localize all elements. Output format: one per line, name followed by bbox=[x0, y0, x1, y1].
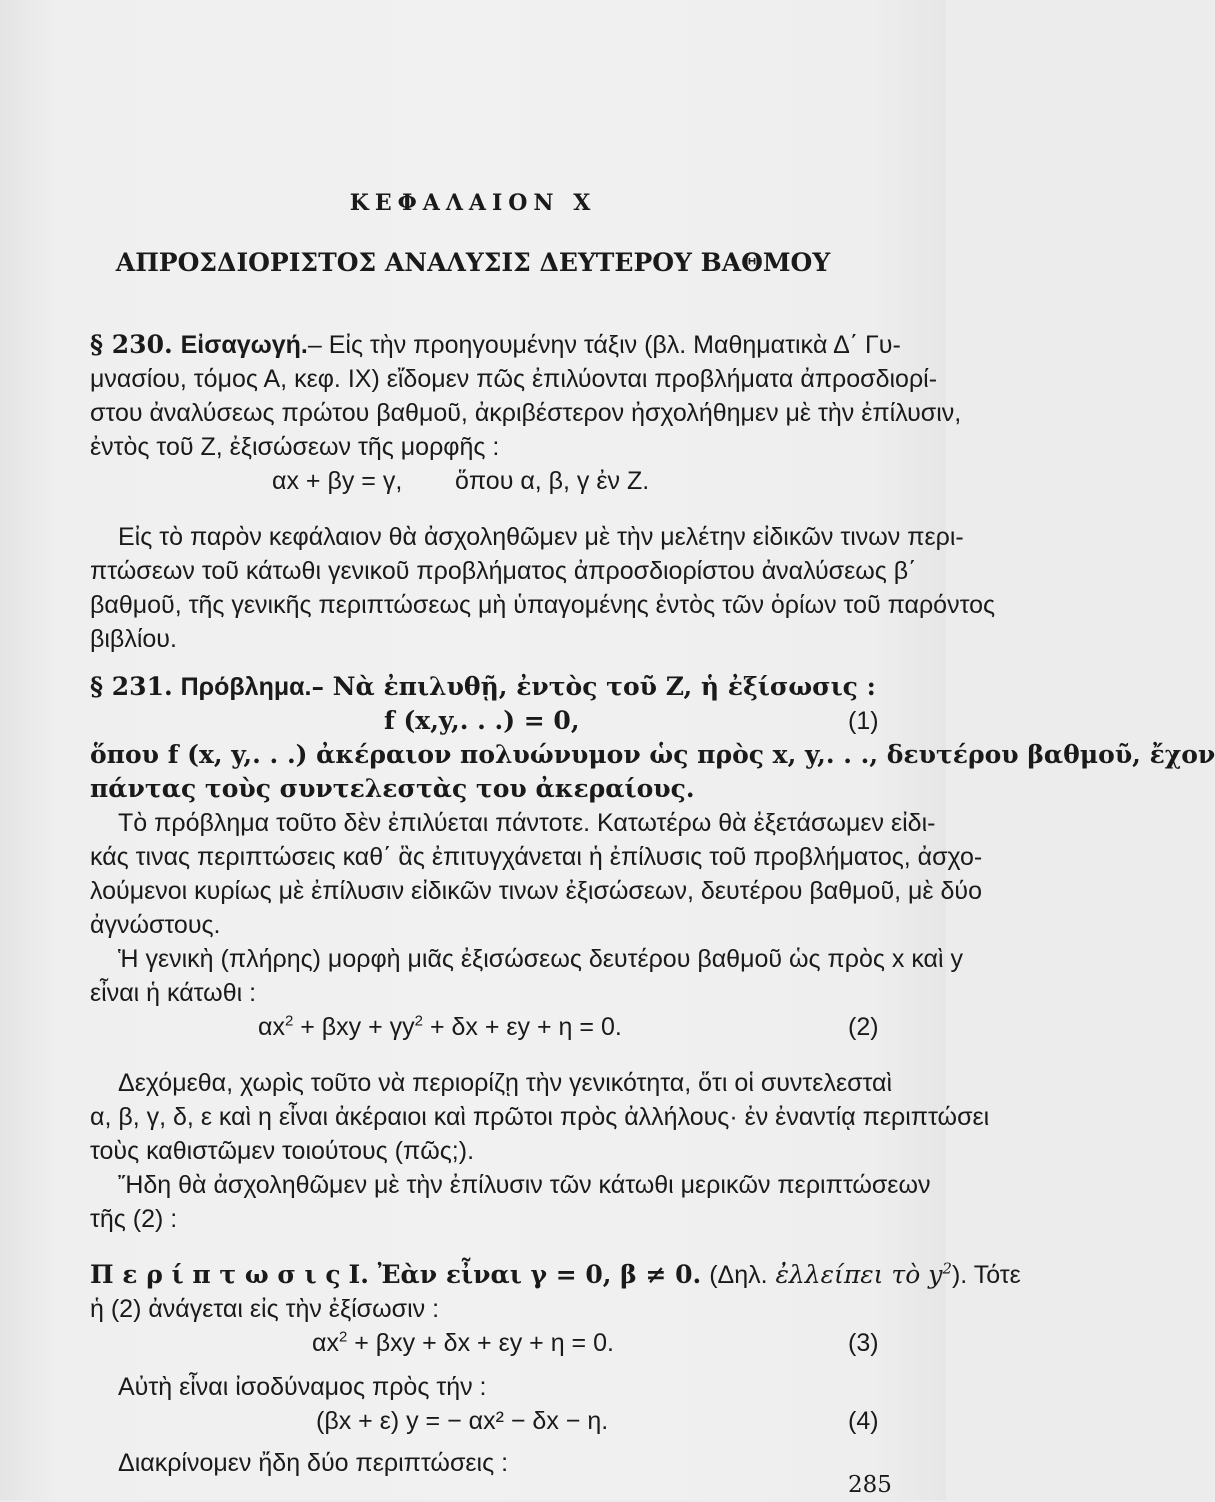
section-230-para-line-2: πτώσεων τοῦ κάτωθι γενικοῦ προβλήματος ἀπροσδιορίστου ἀναλύσεως β΄ bbox=[90, 557, 917, 585]
bleed-through-text bbox=[140, 80, 920, 114]
section-231-line-1 bbox=[90, 670, 876, 704]
case-note-close: ). Τότε bbox=[951, 1261, 1021, 1289]
section-231-number: § 231. bbox=[90, 672, 173, 701]
section-230-para-line-1: Εἰς τὸ παρὸν κεφάλαιον θὰ ἀσχοληθῶμεν μὲ τὴν μελέτην εἰδικῶν τινων περι- bbox=[118, 523, 964, 551]
para-2-line-1: Ἡ γενικὴ (πλήρης) μορφὴ μιᾶς ἐξισώσεως δευτέρου βαθμοῦ ὡς πρὸς x καὶ y bbox=[118, 945, 963, 973]
case-1-line-1: Π ε ρ ί π τ ω σ ι ς Ι. Ἐὰν εἶναι γ = 0, β ≠ 0. (Δηλ. ἐλλείπει τὸ $y^2$). Τότε bbox=[90, 1259, 1021, 1289]
equation-2: $\alpha x^2 + \beta xy + \gamma y^2 + \delta x + \varepsilon y + \eta = 0$. bbox=[258, 1012, 622, 1041]
section-230-para-line-3: βαθμοῦ, τῆς γενικῆς περιπτώσεως μὴ ὑπαγομένης ἐντὸς τῶν ὁρίων τοῦ παρόντος bbox=[90, 591, 996, 619]
section-230-line-2: μνασίου, τόμος Α, κεφ. IX) εἴδομεν πῶς ἐπιλύονται προβλήματα ἀπροσδιορί- bbox=[90, 365, 938, 393]
para-1-line-2: κάς τινας περιπτώσεις καθ΄ ἃς ἐπιτυγχάνεται ἡ ἐπίλυσις τοῦ προβλήματος, ἀσχο- bbox=[90, 843, 983, 871]
section-230-line-4: ἐντὸς τοῦ Z, ἐξισώσεων τῆς μορφῆς : bbox=[90, 433, 500, 461]
equation-4-number: (4) bbox=[848, 1407, 879, 1435]
section-230-number: § 230. bbox=[90, 330, 173, 359]
page-number: 285 bbox=[848, 1472, 892, 1498]
para-3-line-2: α, β, γ, δ, ε καὶ η εἶναι ἀκέραιοι καὶ πρῶτοι πρὸς ἀλλήλους· ἐν ἐναντίᾳ περιπτώσει bbox=[90, 1103, 990, 1131]
para-5: Αὐτὴ εἶναι ἰσοδύναμος πρὸς τήν : bbox=[118, 1373, 487, 1401]
para-2-line-2: εἶναι ἡ κάτωθι : bbox=[90, 979, 257, 1007]
case-note-italic: ἐλλείπει τὸ bbox=[775, 1260, 921, 1289]
case-label: Π ε ρ ί π τ ω σ ι ς bbox=[90, 1260, 341, 1289]
case-1-line-2: ἡ (2) ἀνάγεται εἰς τὴν ἐξίσωσιν : bbox=[90, 1295, 440, 1323]
case-title: Ι. Ἐὰν εἶναι γ = 0, β ≠ 0. bbox=[348, 1260, 702, 1289]
section-230-line-3: στου ἀναλύσεως πρώτου βαθμοῦ, ἀκριβέστερον ἠσχολήθημεν μὲ τὴν ἐπίλυσιν, bbox=[90, 399, 962, 427]
equation-2-number: (2) bbox=[848, 1013, 879, 1041]
section-231-line-2: ὅπου f (x, y,. . .) ἀκέραιον πολυώνυμον ὡς πρὸς x, y,. . ., δευτέρου βαθμοῦ, ἔχον bbox=[90, 740, 1215, 769]
section-230-line-1 bbox=[90, 328, 901, 362]
equation-1: f (x,y,. . .) = 0, bbox=[384, 706, 580, 735]
equation-3: $\alpha x^2 + \beta xy + \delta x + \varepsilon y + \eta = 0$. bbox=[312, 1328, 614, 1357]
para-6: Διακρίνομεν ἤδη δύο περιπτώσεις : bbox=[118, 1449, 509, 1477]
section-231-title: Πρόβλημα. bbox=[180, 673, 312, 701]
equation-linear: αx + βy = γ, bbox=[272, 467, 403, 495]
equation-3-number: (3) bbox=[848, 1329, 879, 1357]
equation-4: (βx + ε) y = − αx² − δx − η. bbox=[316, 1407, 609, 1435]
section-230-text: – Εἰς τὴν προηγουμένην τάξιν (βλ. Μαθηματικὰ Δ΄ Γυ- bbox=[307, 331, 901, 359]
chapter-title: ΑΠΡΟΣΔΙΟΡΙΣΤΟΣ ΑΝΑΛΥΣΙΣ ΔΕΥΤΕΡΟΥ ΒΑΘΜΟΥ bbox=[115, 248, 831, 277]
para-1-line-4: ἀγνώστους. bbox=[90, 911, 221, 939]
equation-1-number: (1) bbox=[848, 707, 879, 735]
chapter-heading: ΚΕΦΑΛΑΙΟΝ X bbox=[349, 190, 597, 216]
section-230-title: Εἰσαγωγή. bbox=[180, 331, 308, 359]
para-1-line-1: Τὸ πρόβλημα τοῦτο δὲν ἐπιλύεται πάντοτε. Κατωτέρω θὰ ἐξετάσωμεν εἰδι- bbox=[118, 809, 936, 837]
section-231-line-3: πάντας τοὺς συντελεστὰς του ἀκεραίους. bbox=[90, 774, 695, 803]
equation-linear-note: ὅπου α, β, γ ἐν Z. bbox=[455, 467, 650, 495]
para-1-line-3: λούμενοι κυρίως μὲ ἐπίλυσιν εἰδικῶν τινων ἐξισώσεων, δευτέρου βαθμοῦ, μὲ δύο bbox=[90, 877, 983, 905]
para-4-line-1: Ἤδη θὰ ἀσχοληθῶμεν μὲ τὴν ἐπίλυσιν τῶν κάτωθι μερικῶν περιπτώσεων bbox=[118, 1171, 931, 1199]
para-4-line-2: τῆς (2) : bbox=[90, 1205, 178, 1233]
section-231-text: – Νὰ ἐπιλυθῇ, ἐντὸς τοῦ Z, ἡ ἐξίσωσις : bbox=[311, 672, 876, 701]
para-3-line-1: Δεχόμεθα, χωρὶς τοῦτο νὰ περιορίζῃ τὴν γενικότητα, ὅτι οἱ συντελεσταὶ bbox=[118, 1069, 893, 1097]
para-3-line-3: τοὺς καθιστῶμεν τοιούτους (πῶς;). bbox=[90, 1137, 475, 1165]
case-note-open: (Δηλ. bbox=[709, 1261, 768, 1289]
section-230-para-line-4: βιβλίου. bbox=[90, 625, 177, 653]
